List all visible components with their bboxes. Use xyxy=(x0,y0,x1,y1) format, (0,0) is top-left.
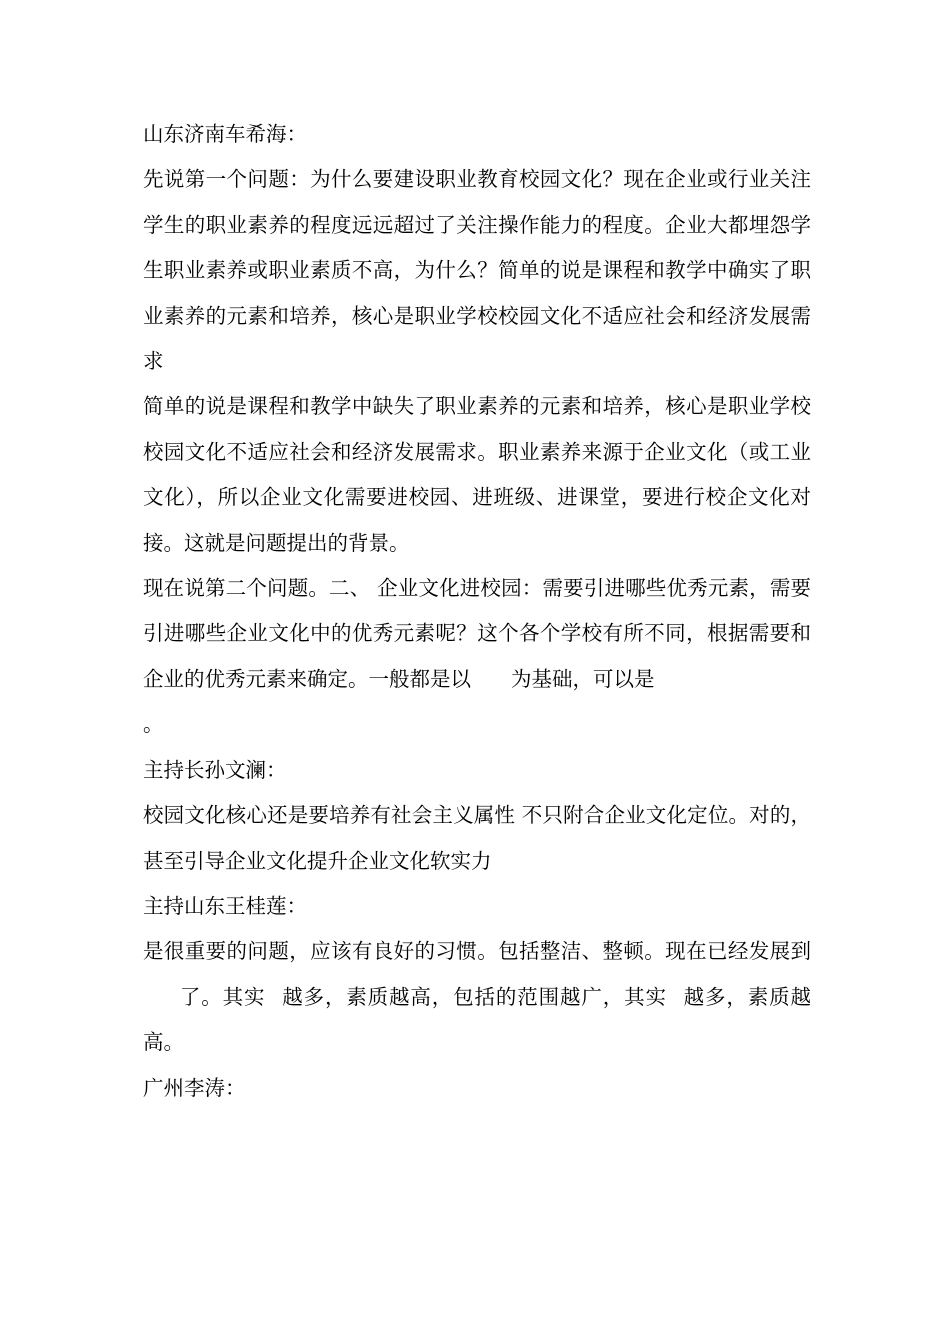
speaker-heading: 山东济南车希海： xyxy=(143,122,307,146)
speaker-heading: 主持长孙文澜： xyxy=(143,757,287,782)
paragraph-text: 是很重要的问题，应该有良好的习惯。包括整洁、整顿。现在已经发展到 xyxy=(143,939,811,964)
paragraph: 校园文化核心还是要培养有社会主义属性 不只附合企业文化定位。对的，甚至引导企业文化提升企业文化软实力 xyxy=(143,803,811,873)
paragraph-text: 现在说第二个问题。二、 企业文化进校园：需要引进哪些优秀元素，需要引进哪些企业文化中的优秀元素呢？这个各个学校有所不同，根据需要和企业的优秀元素来确定。一般都是以 xyxy=(143,576,811,691)
paragraph-text: 越多，素质越高。 xyxy=(143,984,812,1055)
paragraph: 先说第一个问题：为什么要建设职业教育校园文化？现在企业或行业关注学生的职业素养的程度远远超过了关注操作能力的程度。企业大都埋怨学生职业素养或职业素质不高，为什么？简单的说是课程和教学中确实了职业素养的元素和培养，核心是职业学校校园文化不适应社会和经济发展需求 xyxy=(143,167,811,374)
speaker-heading: 主持山东王桂莲： xyxy=(143,893,307,918)
paragraph xyxy=(143,929,811,1065)
speaker-heading: 广州李涛： xyxy=(143,1075,246,1100)
paragraph-text: 了。其实 xyxy=(179,984,266,1009)
paragraph-text: 越多，素质越高，包括的范围越广，其实 xyxy=(281,984,667,1009)
paragraph: 简单的说是课程和教学中缺失了职业素养的元素和培养，核心是职业学校校园文化不适应社会和经济发展需求。职业素养来源于企业文化（或工业文化），所以企业文化需要进校园、进班级、进课堂，要进行校企文化对接。这就是问题提出的背景。 xyxy=(143,394,811,555)
paragraph xyxy=(143,566,811,702)
paragraph-text: 为基础，可以是 xyxy=(511,666,655,691)
paragraph: 。 xyxy=(143,712,164,737)
document-body xyxy=(143,112,811,1111)
